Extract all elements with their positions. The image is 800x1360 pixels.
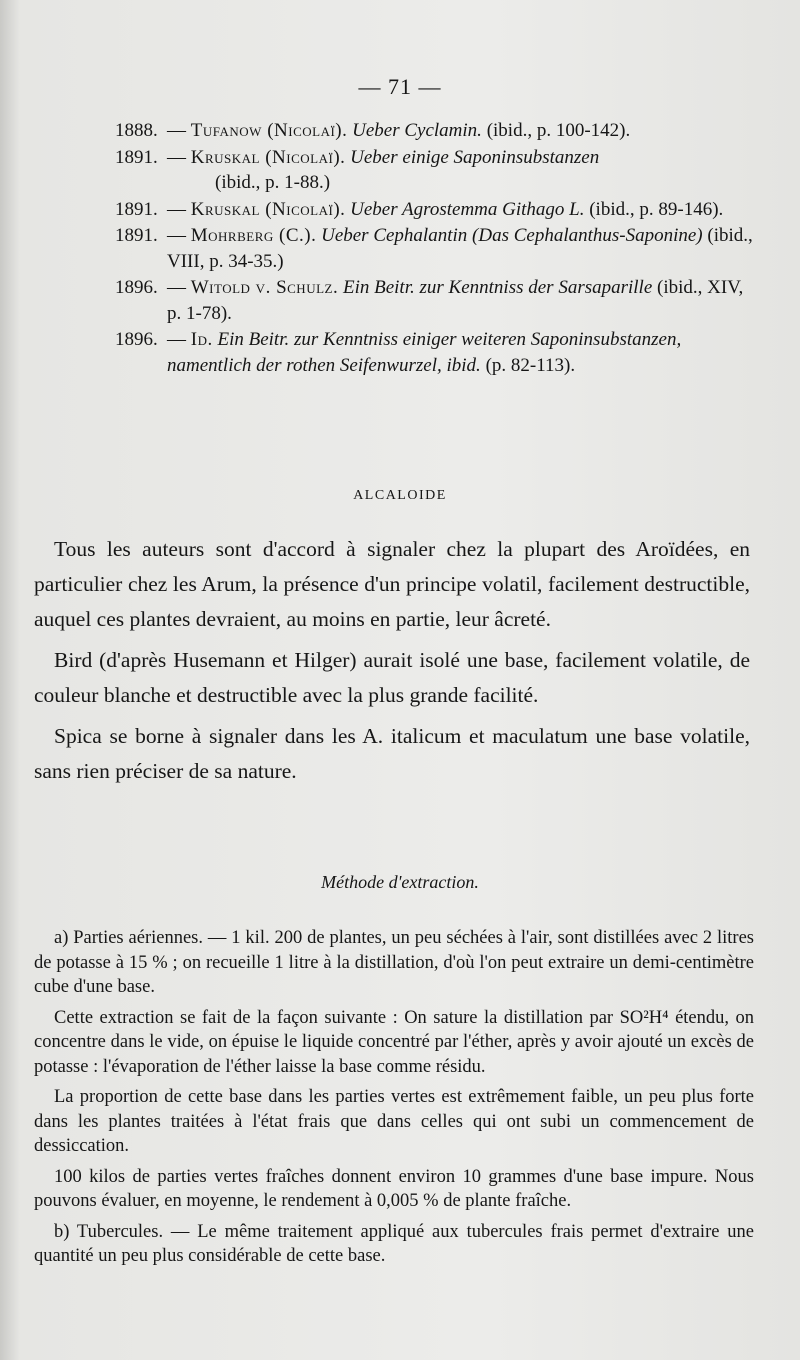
subheading: Méthode d'extraction. — [321, 872, 479, 892]
entry-author: Mohrberg (C.). — [190, 225, 317, 246]
paragraph: Cette extraction se fait de la façon suivante : On sature la distillation par SO²H⁴ étendu, on concentre dans le vide, on épuise le liquide concentré par l'éther, après y avoir ajouté un excès de potasse : l'évaporation de l'éther laisse la base comme résidu. — [34, 1007, 754, 1077]
method-text — [34, 926, 754, 1275]
paragraph: La proportion de cette base dans les parties vertes est extrêmement faible, un peu plus forte dans les plantes traitées à l'état frais que dans celles qui ont subi un commencement de dessiccation. — [34, 1087, 754, 1156]
entry-ref: (ibid., p. 100-142). — [486, 120, 631, 141]
entry-ref: (ibid., XIV, p. 1-78). — [167, 277, 744, 324]
paragraph: Spica se borne à signaler dans les A. italicum et maculatum une base volatile, sans rien préciser de sa nature. — [34, 724, 750, 783]
bibliography-list — [0, 118, 800, 378]
entry-year: 1891. — [115, 146, 158, 168]
bibliography-entry: 1891. — Kruskal (Nicolaï). Ueber Agrostemma Githago L. (ibid., p. 89-146). — [115, 197, 760, 223]
paragraph: a) Parties aériennes. — 1 kil. 200 de plantes, un peu séchées à l'air, sont distillées avec 2 litres de potasse à 15 % ; on recueille 1 litre à la distillation, d'où l'on peut extraire un demi-centimètre cube d'une base. — [34, 928, 754, 997]
entry-year: 1891. — [115, 198, 158, 220]
entry-author: Id. — [190, 329, 213, 350]
paragraph: Bird (d'après Husemann et Hilger) aurait isolé une base, facilement volatile, de couleur blanche et destructible avec la plus grande facilité. — [34, 648, 750, 707]
entry-author: Kruskal (Nicolaï). — [190, 198, 346, 220]
entry-ref: (ibid., p. 89-146). — [589, 198, 724, 220]
entry-ref: (ibid., p. 1-88.) — [215, 172, 331, 193]
entry-ref: (ibid., VIII, p. 34-35.) — [167, 225, 753, 272]
bibliography-entry: 1888. — Tufanow (Nicolaï). Ueber Cyclamin. (ibid., p. 100-142). — [115, 118, 760, 144]
entry-title: Ueber Agrostemma Githago L. — [350, 198, 585, 220]
entry-title: Ueber Cephalantin (Das Cephalanthus-Saponine) — [321, 225, 703, 246]
bibliography-entry: 1891. — Mohrberg (C.). Ueber Cephalantin (Das Cephalanthus-Saponine) (ibid., VIII, p. 34-35.) — [115, 225, 753, 272]
entry-year: 1896. — [115, 277, 158, 298]
entry-title: Ueber Cyclamin. — [352, 120, 482, 141]
page-number: — 71 — — [358, 74, 442, 99]
entry-author: Witold v. Schulz. — [190, 277, 339, 298]
bibliography-entry: 1896. — Witold v. Schulz. Ein Beitr. zur Kenntniss der Sarsaparille (ibid., XIV, p. 1-78). — [115, 277, 744, 324]
section-heading: ALCALOIDE — [353, 488, 447, 503]
paragraph: 100 kilos de parties vertes fraîches donnent environ 10 grammes d'une base impure. Nous pouvons évaluer, en moyenne, le rendement à 0,005 % de plante fraîche. — [34, 1166, 754, 1211]
entry-author: Tufanow (Nicolaï). — [190, 120, 348, 141]
entry-year: 1896. — [115, 329, 158, 350]
main-text — [34, 532, 750, 795]
bibliography-entry: 1896. — Id. Ein Beitr. zur Kenntniss einiger weiteren Saponinsubstanzen, namentlich der rothen Seifenwurzel, ibid. (p. 82-113). — [115, 329, 682, 376]
paragraph: Tous les auteurs sont d'accord à signaler chez la plupart des Aroïdées, en particulier chez les Arum, la présence d'un principe volatil, facilement destructible, auquel ces plantes devraient, au moins en partie, leur âcreté. — [34, 537, 750, 631]
entry-year: 1891. — [115, 225, 158, 246]
entry-year: 1888. — [115, 120, 158, 141]
entry-title: Ueber einige Saponinsubstanzen — [350, 146, 600, 168]
bibliography-entry: 1891. — Kruskal (Nicolaï). Ueber einige Saponinsubstanzen (ibid., p. 1-88.) — [115, 145, 760, 196]
paragraph: b) Tubercules. — Le même traitement appliqué aux tubercules frais permet d'extraire une quantité un peu plus considérable de cette base. — [34, 1221, 754, 1266]
entry-title: Ein Beitr. zur Kenntniss der Sarsaparille — [342, 277, 653, 298]
entry-title: Ein Beitr. zur Kenntniss einiger weiteren Saponinsubstanzen, namentlich der rothen Seifenwurzel, ibid. — [167, 329, 682, 376]
entry-author: Kruskal (Nicolaï). — [190, 146, 346, 168]
entry-ref: (p. 82-113). — [485, 354, 576, 376]
